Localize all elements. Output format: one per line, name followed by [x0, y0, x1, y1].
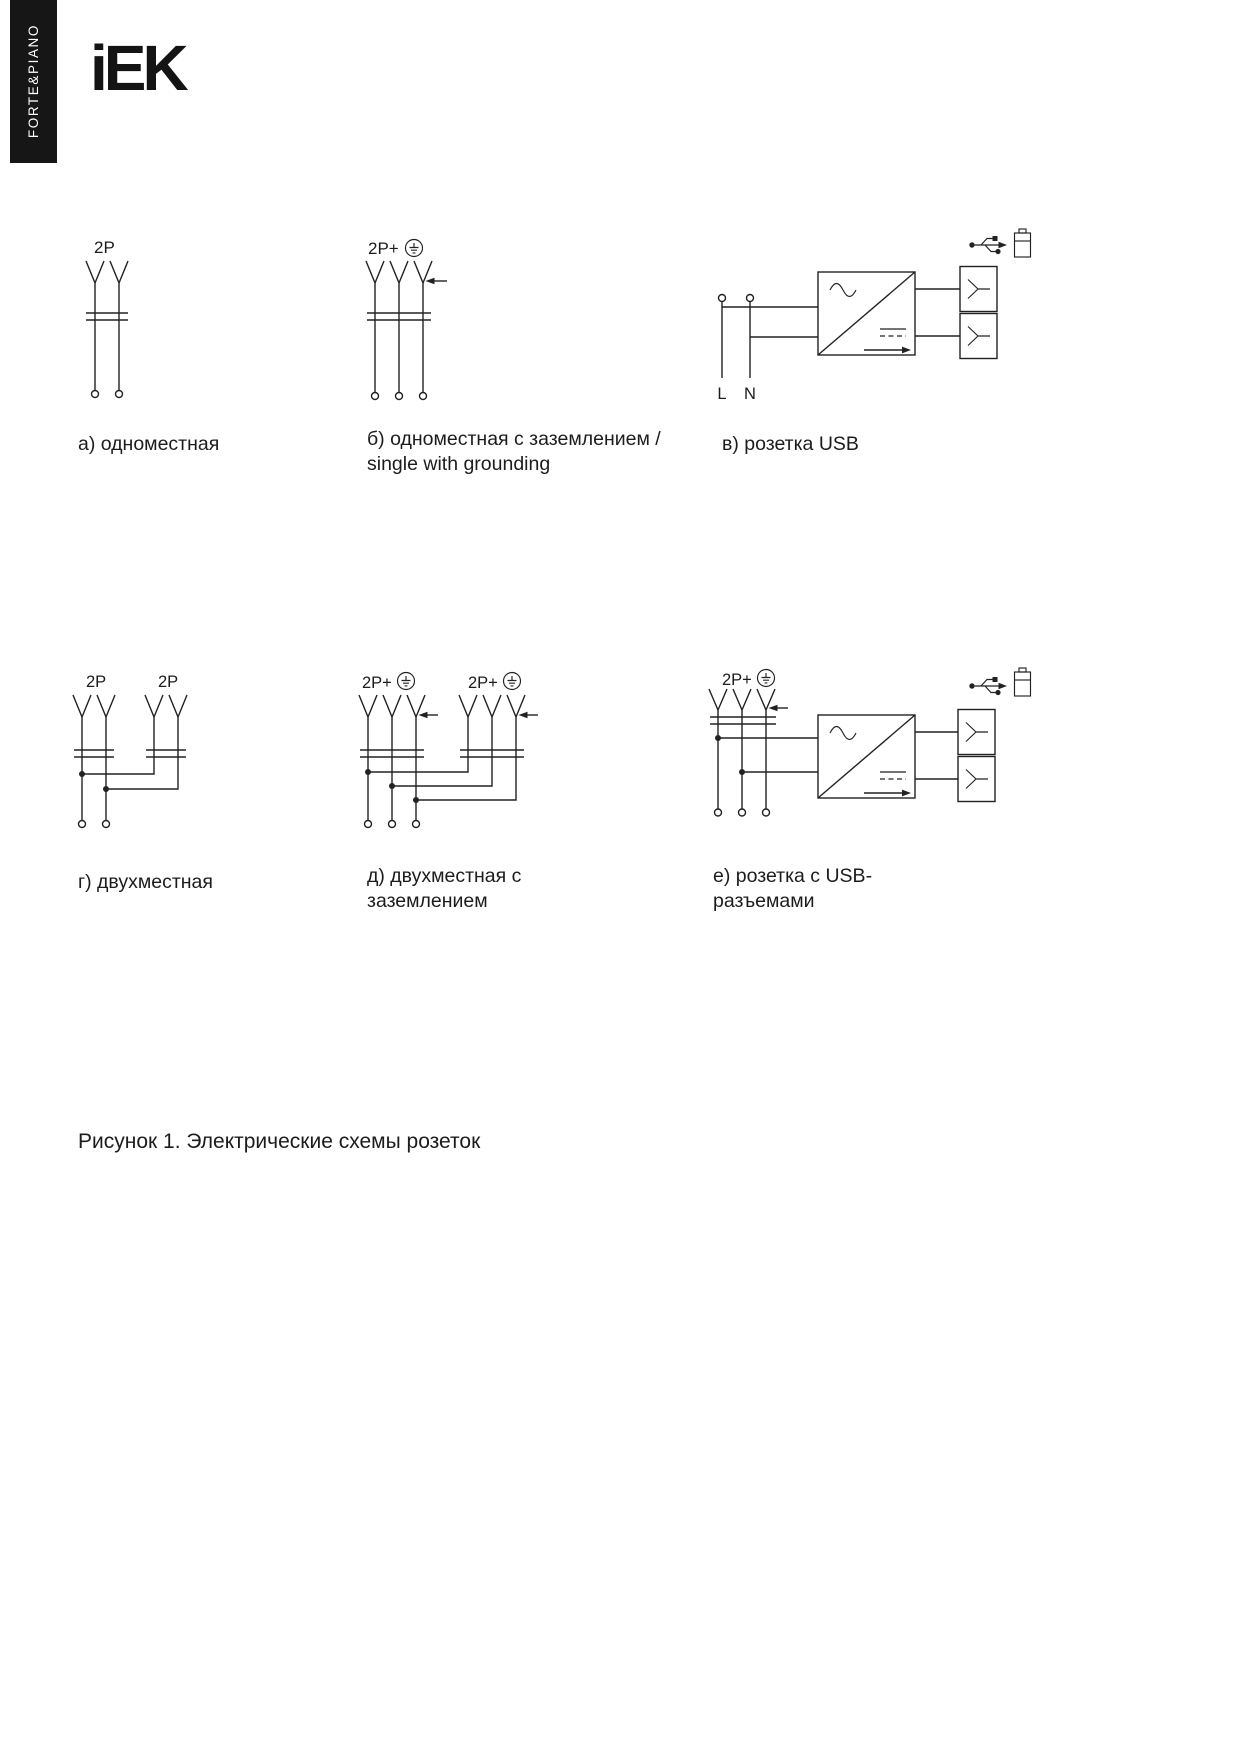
diagram-g-double-socket [60, 662, 210, 840]
terminal-circle [763, 809, 770, 816]
ac-sine-icon [830, 284, 856, 297]
caption-d-line2: заземлением [367, 890, 488, 912]
junction-dot [365, 769, 371, 775]
terminal-circle [365, 821, 372, 828]
battery-icon [1015, 229, 1031, 257]
earth-ground-icon [758, 670, 775, 687]
ac-sine-icon [830, 727, 856, 740]
junction-dot [79, 771, 85, 777]
caption-b-line1: б) одноместная с заземлением / [367, 428, 661, 450]
terminal-circle [116, 391, 123, 398]
pole-label-right: 2P+ [468, 674, 498, 692]
usb-port-icon [968, 327, 990, 346]
terminal-circle [739, 809, 746, 816]
ground-arrow-icon [426, 278, 448, 284]
earth-ground-icon [406, 240, 423, 257]
caption-d-line1: д) двухместная с [367, 865, 522, 887]
terminal-circle [372, 393, 379, 400]
usb-port-icon [966, 770, 988, 789]
caption-b [367, 427, 707, 477]
terminal-circle [413, 821, 420, 828]
usb-port-box [960, 314, 997, 359]
socket-contact-fork [359, 695, 525, 717]
socket-body-lines [74, 750, 186, 757]
ground-arrow-icon [419, 712, 439, 718]
dc-icon [880, 772, 906, 779]
flow-arrow-icon [864, 347, 911, 354]
pole-label: 2P+ [368, 239, 399, 258]
caption-b-line2: single with grounding [367, 453, 551, 475]
terminal-circle [103, 821, 110, 828]
caption-d [367, 864, 627, 914]
figure-caption: Рисунок 1. Электрические схемы розеток [78, 1130, 481, 1153]
brand-vertical-label: FORTE&PIANO [26, 24, 41, 139]
usb-port-box [958, 757, 995, 802]
jumper-wire [392, 717, 492, 786]
pole-label-right: 2P [158, 673, 179, 691]
caption-e-line2: разъемами [713, 890, 815, 912]
junction-dot [413, 797, 419, 803]
usb-trident-icon [969, 236, 1007, 254]
pole-label-left: 2P [86, 673, 107, 691]
caption-c: в) розетка USB [722, 433, 859, 455]
socket-body-lines [360, 750, 524, 757]
terminal-circle [396, 393, 403, 400]
battery-icon [1015, 668, 1031, 696]
socket-body-lines [86, 313, 128, 320]
socket-contact-fork [709, 689, 775, 710]
caption-g: г) двухместная [78, 871, 213, 893]
junction-dot [103, 786, 109, 792]
terminal-circle [747, 295, 754, 302]
jumper-wire [416, 717, 516, 800]
terminal-circle [92, 391, 99, 398]
junction-dot [715, 735, 721, 741]
psu-box [818, 715, 915, 798]
diagram-a-single-socket [70, 228, 150, 410]
usb-port-icon [968, 280, 990, 299]
diagram-c-usb-socket [700, 223, 1040, 413]
terminal-circle [389, 821, 396, 828]
line-label: L [717, 385, 727, 403]
usb-port-box [958, 710, 995, 755]
socket-contact-fork [366, 261, 432, 283]
terminal-circle [420, 393, 427, 400]
usb-port-box [960, 267, 997, 312]
terminal-circle [719, 295, 726, 302]
diagram-b-single-grounding-socket [355, 228, 465, 410]
pole-label-left: 2P+ [362, 674, 392, 692]
diagram-d-double-grounding-socket [350, 662, 550, 840]
socket-contact-fork [86, 261, 128, 283]
junction-dot [739, 769, 745, 775]
usb-trident-icon [969, 677, 1007, 695]
ground-arrow-icon [519, 712, 539, 718]
pole-label: 2P [94, 238, 115, 257]
earth-ground-icon [398, 673, 415, 690]
pole-label: 2P+ [722, 671, 752, 689]
caption-e-line1: е) розетка с USB- [713, 865, 873, 887]
brand-strip [10, 0, 57, 163]
flow-arrow-icon [864, 790, 911, 797]
iek-logo: iEK [90, 32, 185, 104]
caption-e [713, 864, 973, 914]
socket-contact-fork [73, 695, 187, 717]
jumper-wire [368, 717, 468, 772]
diagram-e-usb-grounding-socket [700, 658, 1040, 838]
neutral-label: N [744, 385, 756, 403]
terminal-circle [715, 809, 722, 816]
usb-port-icon [966, 723, 988, 742]
jumper-wire [106, 717, 178, 789]
junction-dot [389, 783, 395, 789]
jumper-wire [82, 717, 154, 774]
ground-arrow-icon [769, 705, 789, 711]
dc-icon [880, 329, 906, 336]
psu-box [818, 272, 915, 355]
caption-a: а) одноместная [78, 433, 220, 455]
terminal-circle [79, 821, 86, 828]
earth-ground-icon [504, 673, 521, 690]
